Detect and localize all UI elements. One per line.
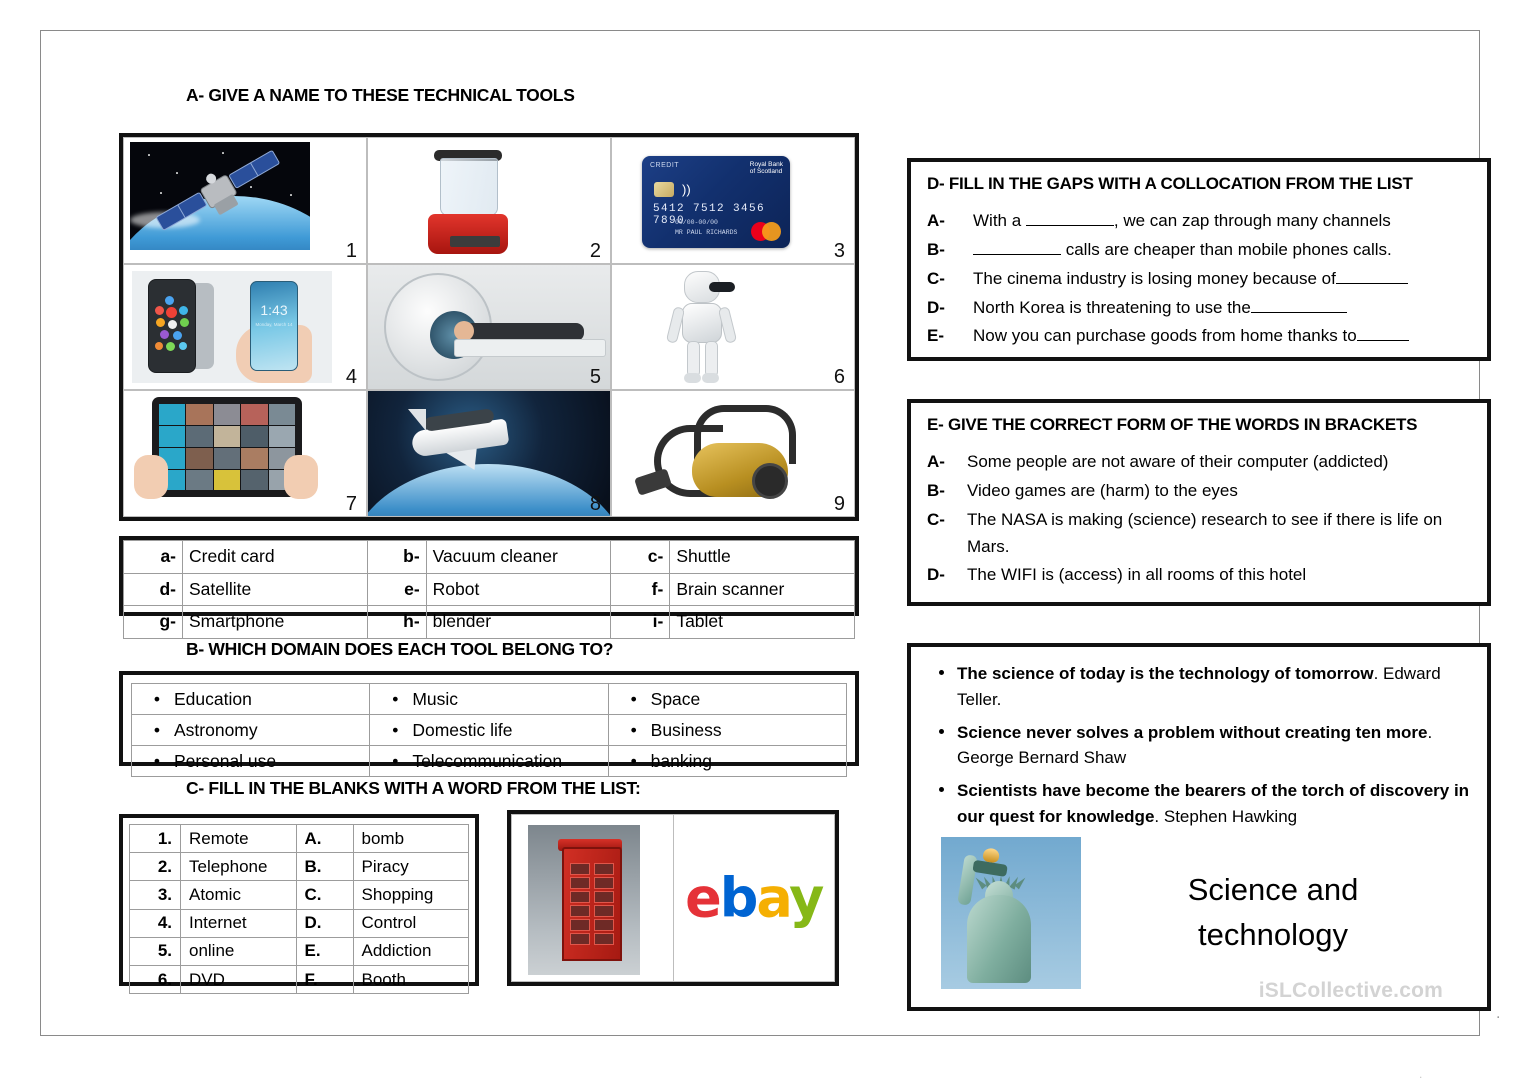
domain-cell: • Space: [608, 684, 846, 715]
wordlist-key: b-: [367, 541, 426, 574]
phone-time: 1:43: [260, 301, 288, 318]
c-number-key: 5.: [130, 937, 181, 965]
quote-text: The science of today is the technology of tomorrow: [957, 664, 1374, 683]
wordlist-key: h-: [367, 606, 426, 639]
image-number: 7: [345, 492, 357, 515]
smartphones-image: [132, 271, 332, 383]
table-row: [124, 606, 855, 639]
bullet-icon: •: [153, 750, 161, 771]
c-number-word: DVD: [181, 965, 297, 993]
science-technology-title: Science and technology: [1187, 872, 1359, 952]
section-c-wordlist-table: [129, 824, 469, 994]
tool-wordlist-table: [123, 540, 855, 639]
tool-image-cell-4: [123, 264, 367, 391]
wordlist-key: g-: [124, 606, 183, 639]
image-number: 3: [833, 239, 845, 262]
wordlist-word: Vacuum cleaner: [426, 541, 611, 574]
tool-image-cell-8: [367, 390, 611, 517]
blank-line[interactable]: [1026, 225, 1114, 226]
section-e-item: [927, 449, 1471, 476]
item-text: North Korea is threatening to use the: [973, 295, 1471, 322]
c-letter-key: E.: [296, 937, 353, 965]
ebay-logo: ebay: [685, 866, 823, 930]
section-c-heading: C- FILL IN THE BLANKS WITH A WORD FROM THE LIST:: [186, 778, 641, 798]
table-row: [130, 909, 469, 937]
tool-image-cell-5: [367, 264, 611, 391]
credit-card-image: [642, 156, 790, 248]
quote-text: Scientists have become the bearers of the torch of discovery in our quest for knowledge: [957, 781, 1470, 827]
domain-cell: • Business: [608, 715, 846, 746]
table-row: [124, 573, 855, 606]
domains-table: [131, 683, 847, 777]
item-key: B-: [927, 239, 945, 259]
statue-of-liberty-image: [941, 837, 1081, 989]
satellite-image: [130, 142, 310, 250]
c-letter-key: F.: [296, 965, 353, 993]
wordlist-word: Robot: [426, 573, 611, 606]
bullet-icon: •: [153, 688, 161, 709]
item-text: Some people are not aware of their computer (addicted): [967, 452, 1389, 471]
table-row: [130, 965, 469, 993]
domain-cell: • Telecommunication: [370, 746, 608, 777]
blank-line[interactable]: [973, 254, 1061, 255]
table-row: [130, 937, 469, 965]
tool-image-cell-3: [611, 137, 855, 264]
item-key: D-: [927, 565, 945, 585]
tool-image-cell-6: [611, 264, 855, 391]
bullet-icon: •: [630, 719, 637, 740]
wordlist-key: i-: [611, 606, 670, 639]
table-row: [130, 853, 469, 881]
item-text: The NASA is making (science) research to see if there is life on Mars.: [967, 509, 1443, 556]
section-e-box: [907, 399, 1491, 606]
corner-dot-mark: .: [1496, 1005, 1501, 1022]
c-number-word: Internet: [181, 909, 297, 937]
bottom-dot-mark: .: [1419, 1067, 1423, 1081]
domain-cell: • Music: [370, 684, 608, 715]
bullet-icon: •: [392, 688, 399, 709]
item-key: C-: [927, 509, 945, 529]
image-number: 8: [589, 492, 601, 515]
tools-image-grid: [119, 133, 859, 521]
tool-image-cell-7: [123, 390, 367, 517]
robot-image: [664, 271, 738, 387]
c-letter-word: bomb: [353, 825, 469, 853]
table-row: [130, 825, 469, 853]
item-text: calls are cheaper than mobile phones calls.: [973, 237, 1471, 264]
c-letter-word: Control: [353, 909, 469, 937]
section-d-item: [927, 266, 1471, 293]
wordlist-word: Satellite: [183, 573, 368, 606]
image-number: 6: [833, 366, 845, 389]
brain-scanner-image: [368, 265, 610, 390]
mastercard-icon: [751, 222, 781, 241]
domain-cell: • Domestic life: [370, 715, 608, 746]
blank-line[interactable]: [1357, 340, 1409, 341]
section-b-heading: B- WHICH DOMAIN DOES EACH TOOL BELONG TO?: [186, 639, 614, 659]
section-d-item: [927, 295, 1471, 322]
bullet-icon: •: [153, 719, 161, 740]
item-text: With a , we can zap through many channels: [973, 211, 1391, 230]
c-letter-key: A.: [296, 825, 353, 853]
c-letter-key: D.: [296, 909, 353, 937]
item-key: C-: [927, 268, 945, 288]
wordlist-word: Shuttle: [670, 541, 855, 574]
c-number-word: Telephone: [181, 853, 297, 881]
domain-cell: • Astronomy: [132, 715, 370, 746]
quote-text: Science never solves a problem without creating ten more: [957, 722, 1428, 742]
section-d-box: [907, 158, 1491, 361]
section-c-images-box: [507, 810, 839, 986]
domains-box: [119, 671, 859, 771]
wordlist-key: d-: [124, 573, 183, 606]
table-row: [132, 684, 847, 715]
c-number-word: Remote: [181, 825, 297, 853]
bullet-icon: •: [630, 688, 637, 709]
space-shuttle-image: [368, 391, 610, 516]
table-row: [124, 541, 855, 574]
section-e-item: [927, 507, 1471, 561]
satellite-icon: [130, 142, 310, 250]
wordlist-key: f-: [611, 573, 670, 606]
tool-image-cell-9: [611, 390, 855, 517]
table-row: [132, 715, 847, 746]
bullet-icon: •: [392, 750, 399, 771]
quotes-box: [907, 643, 1491, 1011]
list-item: [957, 778, 1471, 830]
section-e-title: E- GIVE THE CORRECT FORM OF THE WORDS IN BRACKETS: [927, 415, 1418, 434]
card-number: 5412 7512 3456 7890: [653, 203, 766, 227]
quotes-list: [927, 661, 1471, 830]
c-number-key: 3.: [130, 881, 181, 909]
wordlist-key: e-: [367, 573, 426, 606]
c-letter-key: C.: [296, 881, 353, 909]
tool-image-cell-2: [367, 137, 611, 264]
c-number-word: online: [181, 937, 297, 965]
wordlist-word: Smartphone: [183, 606, 368, 639]
wordlist-word: Brain scanner: [670, 573, 855, 606]
blender-image: [420, 144, 516, 260]
list-item: [957, 661, 1471, 713]
card-bank-name: Royal Bank of Scotland: [749, 161, 783, 176]
item-key: A-: [927, 452, 945, 471]
section-e-item: [927, 478, 1471, 505]
domain-cell: • banking: [608, 746, 846, 777]
image-number: 5: [589, 366, 601, 389]
item-key: E-: [927, 326, 944, 346]
c-number-word: Atomic: [181, 881, 297, 909]
phone-date: Monday, March 14: [255, 321, 293, 327]
section-a-heading: A- GIVE A NAME TO THESE TECHNICAL TOOLS: [186, 85, 575, 105]
item-key: A-: [927, 211, 945, 230]
c-number-key: 1.: [130, 825, 181, 853]
section-d-title: D- FILL IN THE GAPS WITH A COLLOCATION FROM THE LIST: [927, 174, 1413, 193]
c-number-key: 2.: [130, 853, 181, 881]
c-letter-key: B.: [296, 853, 353, 881]
c-number-key: 4.: [130, 909, 181, 937]
domain-cell: • Education: [132, 684, 370, 715]
domain-cell: • Personal use: [132, 746, 370, 777]
card-chip-icon: [654, 182, 674, 197]
c-letter-word: Booth: [353, 965, 469, 993]
item-text: Video games are (harm) to the eyes: [967, 480, 1238, 500]
image-number: 9: [833, 492, 845, 515]
c-number-key: 6.: [130, 965, 181, 993]
tablet-image: [152, 397, 302, 507]
worksheet-page: [40, 30, 1480, 1036]
quote-author: . Stephen Hawking: [1154, 807, 1298, 827]
item-key: D-: [927, 297, 945, 317]
wordlist-key: a-: [124, 541, 183, 574]
blank-line[interactable]: [1251, 312, 1347, 313]
card-meta: 00/00-00/00 MR PAUL RICHARDS: [675, 219, 738, 236]
image-number: 4: [345, 366, 357, 389]
item-text: Now you can purchase goods from home thanks to: [973, 323, 1471, 350]
item-text: The cinema industry is losing money because of: [973, 266, 1471, 293]
image-number: 1: [345, 239, 357, 262]
vacuum-cleaner-image: [634, 399, 794, 509]
section-d-item: [927, 237, 1471, 264]
c-letter-word: Shopping: [353, 881, 469, 909]
islcollective-watermark: iSLCollective.com: [1258, 979, 1443, 1002]
tool-image-cell-1: [123, 137, 367, 264]
section-d-item: [927, 208, 1471, 235]
section-d-item: [927, 323, 1471, 350]
card-type-label: CREDIT: [650, 162, 680, 169]
wordlist-word: Tablet: [670, 606, 855, 639]
phone-booth-cell: [512, 815, 674, 981]
bullet-icon: •: [630, 750, 637, 771]
c-letter-word: Addiction: [353, 937, 469, 965]
wordlist-key: c-: [611, 541, 670, 574]
table-row: [130, 881, 469, 909]
blank-line[interactable]: [1336, 283, 1408, 284]
phone-booth-image: [528, 825, 640, 975]
contactless-icon: )): [682, 182, 691, 197]
section-e-item: [927, 562, 1471, 589]
tool-wordlist-box: [119, 536, 859, 632]
section-c-wordlist-box: [119, 814, 479, 989]
quotes-footer: [927, 837, 1471, 989]
ebay-logo-cell: [674, 815, 835, 981]
item-text: The WIFI is (access) in all rooms of this hotel: [967, 565, 1307, 585]
c-letter-word: Piracy: [353, 853, 469, 881]
quote-author: . George Bernard Shaw: [957, 722, 1433, 768]
quote-author: . Edward Teller.: [957, 664, 1441, 709]
table-row: [132, 746, 847, 777]
image-number: 2: [589, 239, 601, 262]
item-key: B-: [927, 480, 945, 500]
list-item: [957, 720, 1471, 772]
wordlist-word: Credit card: [183, 541, 368, 574]
wordlist-word: blender: [426, 606, 611, 639]
bullet-icon: •: [392, 719, 399, 740]
